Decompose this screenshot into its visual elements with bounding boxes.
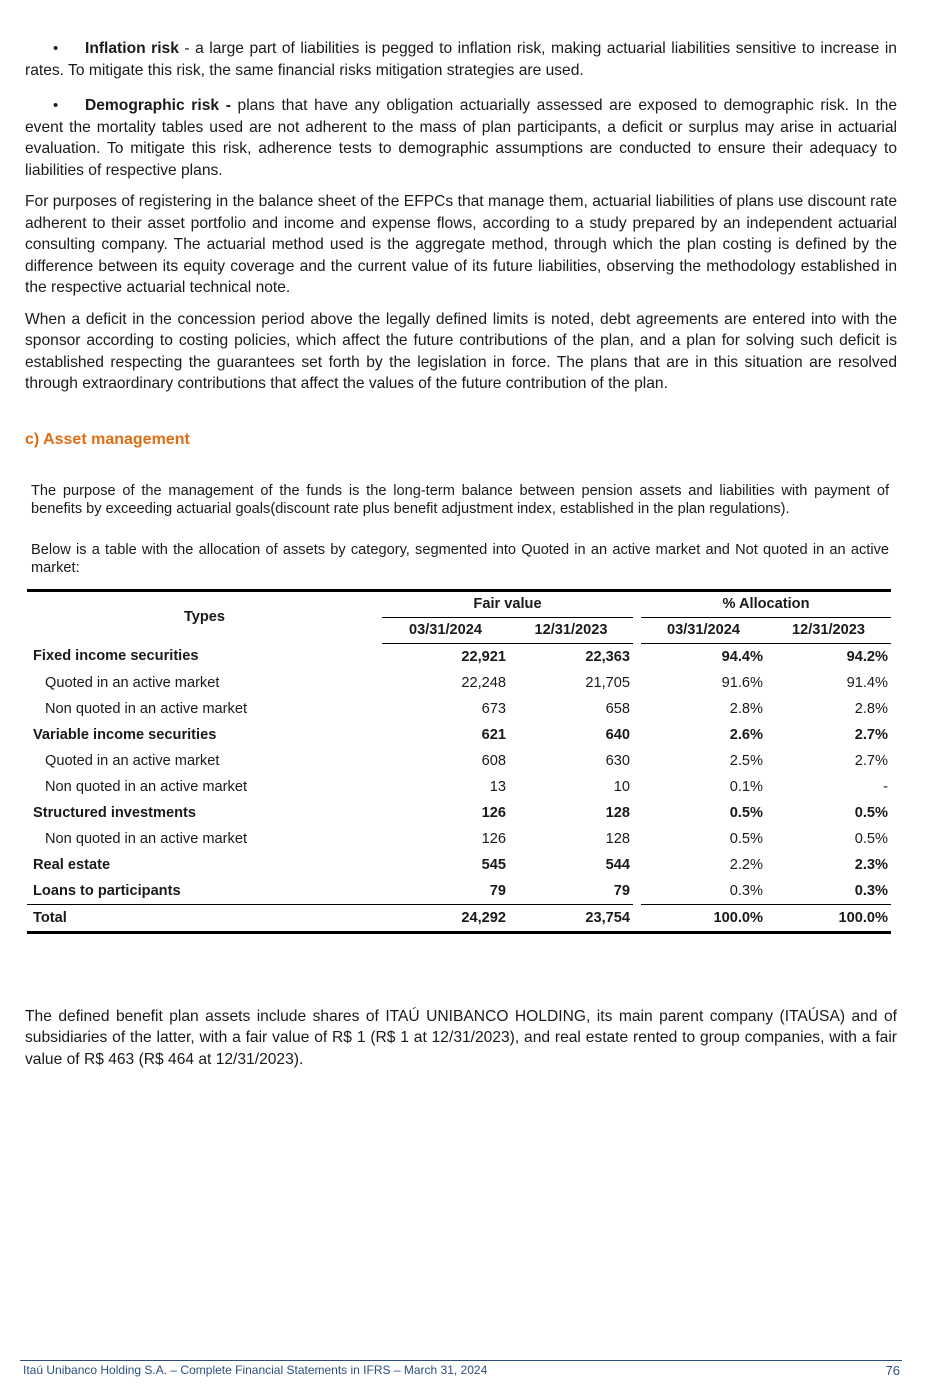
allocation-cell: 2.8% — [854, 700, 888, 717]
allocation-header: % Allocation — [641, 590, 891, 617]
closing-paragraph: The defined benefit plan assets include shares of ITAÚ UNIBANCO HOLDING, its main parent company (ITAÚSA) and of subsidiaries of the latter, with a fair value of R$ 1 (R$ 1 at 12/31/2023), and real estate rented to group companies, with a fair value of R$ 463 (R$ 464 at 12/31/2023). — [25, 1007, 897, 1068]
asset-allocation-table — [27, 589, 891, 934]
allocation-cell: 0.5% — [729, 804, 763, 821]
allocation-cell: 0.5% — [854, 830, 888, 847]
allocation-cell: 2.7% — [854, 726, 888, 743]
purpose-paragraph: The purpose of the management of the funds is the long-term balance between pension assets and liabilities with payment of benefits by exceeding actuarial goals(discount rate plus benefit adjustment index, established in the plan regulations). — [31, 482, 889, 517]
allocation-cell: 0.3% — [729, 882, 763, 899]
fair-value-cell: 23,754 — [509, 904, 633, 932]
page-number: 76 — [885, 1363, 900, 1378]
row-label: Non quoted in an active market — [45, 830, 247, 847]
row-label: Variable income securities — [33, 726, 217, 743]
bullet-icon: • — [53, 40, 59, 57]
inflation-risk-paragraph — [25, 38, 897, 81]
row-label: Non quoted in an active market — [45, 700, 247, 717]
demographic-risk-paragraph — [25, 95, 897, 181]
allocation-cell: 91.6% — [721, 674, 763, 691]
fair-value-cell: 79 — [489, 882, 506, 899]
allocation-cell: 0.3% — [854, 882, 888, 899]
date-header: 12/31/2023 — [766, 617, 891, 643]
allocation-cell: 100.0% — [641, 904, 766, 932]
fair-value-cell: 630 — [605, 752, 630, 769]
fair-value-cell: 128 — [605, 830, 630, 847]
date-header: 12/31/2023 — [509, 617, 633, 643]
table-row — [27, 800, 891, 826]
fair-value-cell: 658 — [605, 700, 630, 717]
table-row — [27, 852, 891, 878]
row-label: Non quoted in an active market — [45, 778, 247, 795]
efpc-paragraph: For purposes of registering in the balance sheet of the EFPCs that manage them, actuarial liabilities of plans use discount rate adherent to their asset portfolio and income and expense flows, according to a study prepared by an independent actuarial consulting company. The actuarial method used is the aggregate method, through which the plan costing is defined by the difference between its equity coverage and the current value of its future liabilities, observing the methodology established in the respective actuarial technical note. — [25, 193, 897, 296]
fair-value-cell: 673 — [481, 700, 506, 717]
row-label: Loans to participants — [33, 882, 181, 899]
allocation-cell: 94.2% — [846, 648, 888, 665]
total-row — [27, 904, 891, 932]
allocation-cell: 94.4% — [721, 648, 763, 665]
allocation-cell: 91.4% — [846, 674, 888, 691]
footer-text: Itaú Unibanco Holding S.A. – Complete Financial Statements in IFRS – March 31, 2024 — [23, 1363, 488, 1377]
row-label: Real estate — [33, 856, 111, 873]
fair-value-cell: 545 — [481, 856, 506, 873]
demographic-risk-text: plans that have any obligation actuarially assessed are exposed to demographic risk. In the event the mortality tables used are not adherent to the mass of plan participants, a deficit or surplus may arise in actuarial evaluation. To mitigate this risk, adherence tests to demographic assumptions are conducted to ensure their adequacy to liabilities of respective plans. — [25, 97, 898, 179]
allocation-cell: 2.3% — [854, 856, 888, 873]
page-footer — [20, 1360, 902, 1378]
fair-value-cell: 126 — [481, 804, 506, 821]
fair-value-cell: 10 — [613, 778, 630, 795]
allocation-cell: 0.5% — [729, 830, 763, 847]
fair-value-cell: 621 — [481, 726, 506, 743]
bullet-icon: • — [53, 97, 59, 114]
allocation-cell: 2.6% — [729, 726, 763, 743]
table-row — [27, 643, 891, 670]
allocation-cell: 2.2% — [729, 856, 763, 873]
row-label: Quoted in an active market — [45, 674, 220, 691]
fair-value-cell: 126 — [481, 830, 506, 847]
fair-value-cell: 24,292 — [382, 904, 509, 932]
inflation-risk-term: Inflation risk — [85, 40, 179, 57]
allocation-cell: 2.8% — [729, 700, 763, 717]
allocation-cell: 2.7% — [854, 752, 888, 769]
fair-value-cell: 128 — [605, 804, 630, 821]
types-header: Types — [27, 590, 382, 643]
section-title: c) Asset management — [25, 430, 190, 448]
fair-value-cell: 22,248 — [461, 674, 506, 691]
inflation-risk-text: - a large part of liabilities is pegged to inflation risk, making actuarial liabilities sensitive to increase in rates. To mitigate this risk, the same financial risks mitigation strategies are used. — [25, 40, 897, 79]
demographic-risk-term: Demographic risk - — [85, 97, 231, 114]
fair-value-cell: 22,921 — [461, 648, 506, 665]
deficit-paragraph: When a deficit in the concession period above the legally defined limits is noted, debt agreements are entered into with the sponsor according to costing policies, which affect the future contributions of the plan, and a plan for solving such deficit is established respecting the guarantees set forth by the legislation in force. The plans that are in this situation are resolved through extraordinary contributions that affect the values of the future contribution of the plan. — [25, 310, 897, 392]
document-body — [25, 38, 897, 1070]
allocation-cell: 0.1% — [729, 778, 763, 795]
allocation-cell: 2.5% — [729, 752, 763, 769]
fair-value-cell: 640 — [605, 726, 630, 743]
allocation-cell: 0.5% — [854, 804, 888, 821]
date-header: 03/31/2024 — [641, 617, 766, 643]
allocation-cell: 100.0% — [766, 904, 891, 932]
fair-value-cell: 608 — [481, 752, 506, 769]
fair-value-cell: 21,705 — [585, 674, 630, 691]
table-row — [27, 826, 891, 852]
fair-value-cell: 79 — [613, 882, 630, 899]
table-row — [27, 722, 891, 748]
fair-value-cell: 22,363 — [585, 648, 630, 665]
allocation-cell: - — [883, 778, 888, 795]
asset-management-section — [25, 482, 897, 578]
table-row — [27, 748, 891, 774]
row-label: Quoted in an active market — [45, 752, 220, 769]
row-label: Total — [27, 904, 382, 932]
table-row — [27, 878, 891, 905]
fair-value-header: Fair value — [382, 590, 633, 617]
table-row — [27, 774, 891, 800]
table-row — [27, 696, 891, 722]
row-label: Structured investments — [33, 804, 197, 821]
row-label: Fixed income securities — [33, 648, 199, 665]
table-intro-paragraph: Below is a table with the allocation of assets by category, segmented into Quoted in an active market and Not quoted in an active market: — [31, 541, 889, 576]
table-row — [27, 670, 891, 696]
fair-value-cell: 13 — [489, 778, 506, 795]
date-header: 03/31/2024 — [382, 617, 509, 643]
fair-value-cell: 544 — [605, 856, 630, 873]
